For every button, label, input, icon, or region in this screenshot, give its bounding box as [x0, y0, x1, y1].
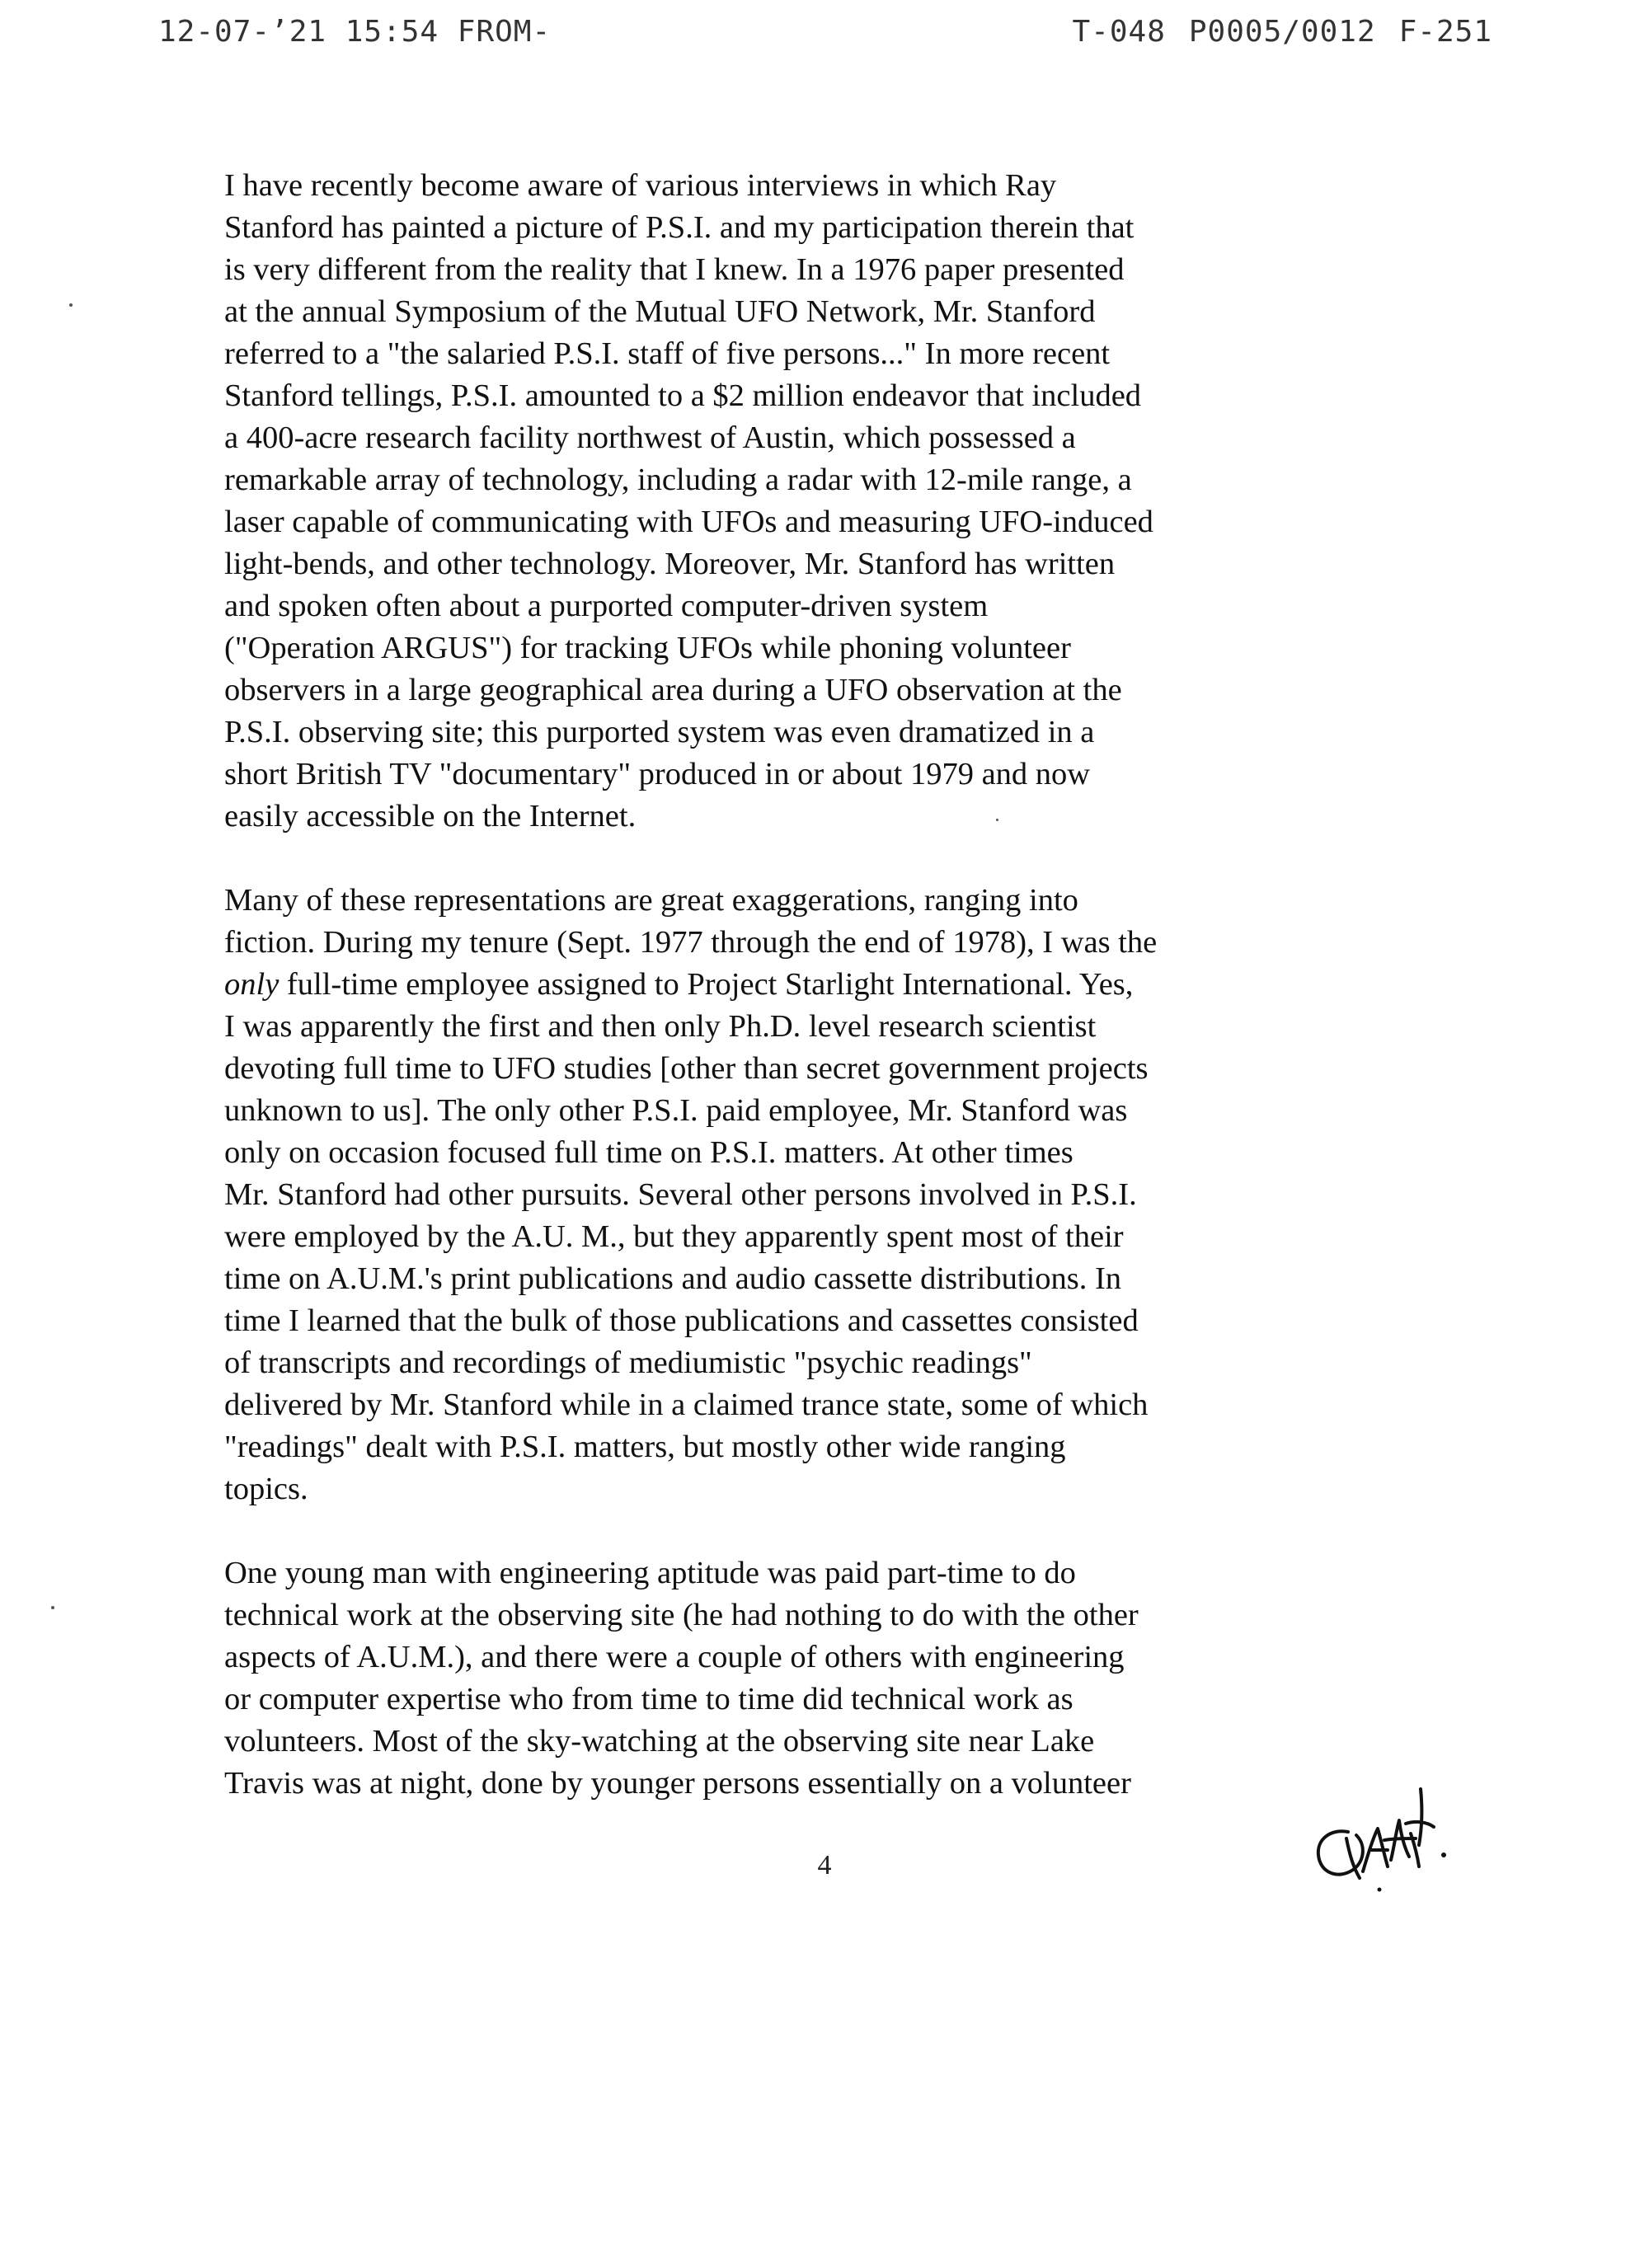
text-line: topics.: [224, 1472, 308, 1506]
text-line: a 400-acre research facility northwest of Austin, which possessed a: [224, 420, 1076, 455]
text-line-rest: full-time employee assigned to Project Starlight International. Yes,: [279, 967, 1134, 1002]
fax-header: [0, 15, 1649, 56]
text-line: Stanford tellings, P.S.I. amounted to a $2 million endeavor that included: [224, 378, 1142, 413]
fax-transmission-codes: [1050, 15, 1493, 49]
text-line: and spoken often about a purported computer-driven system: [224, 589, 989, 623]
text-line: of transcripts and recordings of mediumistic "psychic readings": [224, 1345, 1032, 1380]
text-line: fiction. During my tenure (Sept. 1977 through the end of 1978), I was the: [224, 925, 1158, 960]
text-line: aspects of A.U.M.), and there were a couple of others with engineering: [224, 1640, 1125, 1674]
paragraph-3: [224, 1552, 1436, 1805]
paragraph-2: [224, 880, 1436, 1510]
scan-speck: [69, 303, 73, 307]
text-line: unknown to us]. The only other P.S.I. paid employee, Mr. Stanford was: [224, 1093, 1128, 1128]
text-line: at the annual Symposium of the Mutual UFO Network, Mr. Stanford: [224, 294, 1096, 329]
text-line: I was apparently the first and then only Ph.D. level research scientist: [224, 1009, 1097, 1044]
text-line: One young man with engineering aptitude was paid part-time to do: [224, 1556, 1076, 1590]
text-line: devoting full time to UFO studies [other than secret government projects: [224, 1051, 1149, 1086]
fax-page-code: P0005/0012: [1188, 15, 1376, 49]
text-line: time I learned that the bulk of those publications and cassettes consisted: [224, 1303, 1139, 1338]
text-line: easily accessible on the Internet.: [224, 799, 637, 833]
fax-code: T-048: [1072, 15, 1166, 49]
text-line: P.S.I. observing site; this purported system was even dramatized in a: [224, 715, 1095, 749]
text-line: light-bends, and other technology. Moreover, Mr. Stanford has written: [224, 547, 1116, 581]
fax-form-code: F-251: [1398, 15, 1492, 49]
text-line: Stanford has painted a picture of P.S.I. and my participation therein that: [224, 210, 1135, 245]
text-line: time on A.U.M.'s print publications and audio cassette distributions. In: [224, 1261, 1122, 1296]
text-line: ("Operation ARGUS") for tracking UFOs while phoning volunteer: [224, 631, 1071, 665]
text-line: Mr. Stanford had other pursuits. Several other persons involved in P.S.I.: [224, 1177, 1137, 1212]
page-number: 4: [817, 1850, 832, 1881]
letter-body: [224, 165, 1436, 1805]
text-line: observers in a large geographical area during a UFO observation at the: [224, 673, 1122, 707]
text-line-with-emphasis: [224, 964, 1436, 1006]
text-line: Many of these representations are great exaggerations, ranging into: [224, 883, 1078, 918]
text-line: volunteers. Most of the sky-watching at the observing site near Lake: [224, 1724, 1095, 1759]
text-line: is very different from the reality that I knew. In a 1976 paper presented: [224, 252, 1125, 287]
handwritten-signature: [1299, 1781, 1463, 1896]
text-line: were employed by the A.U. M., but they apparently spent most of their: [224, 1219, 1124, 1254]
text-line: technical work at the observing site (he had nothing to do with the other: [224, 1598, 1139, 1632]
fax-timestamp: 12-07-’21 15:54 FROM-: [158, 15, 552, 49]
text-line: I have recently become aware of various interviews in which Ray: [224, 168, 1057, 203]
scan-speck: [51, 1606, 54, 1609]
text-line: laser capable of communicating with UFOs and measuring UFO-induced: [224, 505, 1153, 539]
text-line: Travis was at night, done by younger persons essentially on a volunteer: [224, 1766, 1131, 1801]
text-line: remarkable array of technology, including a radar with 12-mile range, a: [224, 463, 1132, 497]
text-line: only on occasion focused full time on P.S.I. matters. At other times: [224, 1135, 1073, 1170]
text-line: "readings" dealt with P.S.I. matters, but mostly other wide ranging: [224, 1430, 1066, 1464]
emphasized-word: only: [224, 967, 280, 1002]
scan-speck: [996, 819, 998, 821]
text-line: delivered by Mr. Stanford while in a claimed trance state, some of which: [224, 1388, 1149, 1422]
paragraph-1: [224, 165, 1436, 838]
text-line: or computer expertise who from time to time did technical work as: [224, 1682, 1073, 1716]
text-line: referred to a "the salaried P.S.I. staff of five persons..." In more recent: [224, 336, 1111, 371]
text-line: short British TV "documentary" produced in or about 1979 and now: [224, 757, 1091, 791]
